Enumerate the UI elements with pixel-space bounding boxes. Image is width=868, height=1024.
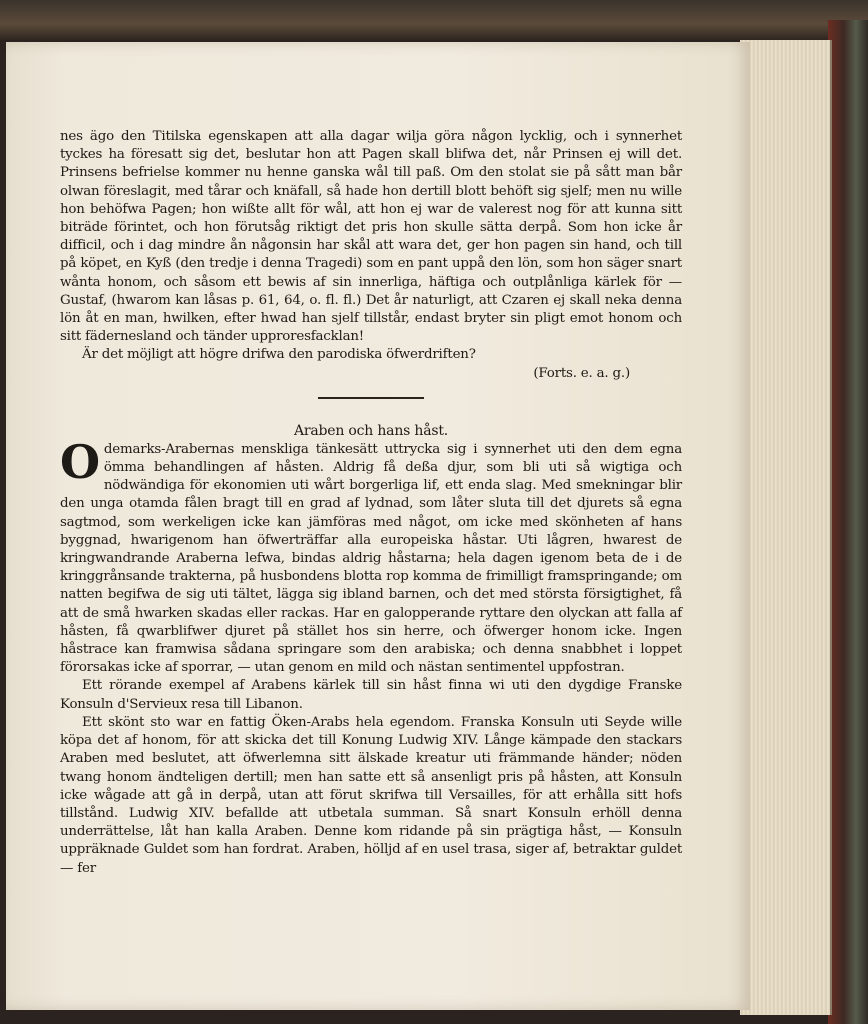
section-divider <box>318 397 424 399</box>
book-cover-top <box>0 0 868 40</box>
article-heading: Araben och hans håst. <box>293 422 449 439</box>
article-paragraph-3: Ett skönt sto war en fattig Öken-Arabs hela egendom. Franska Konsuln uti Seyde wille köpa det af honom, för att skicka det till Konung Ludwig XIV. Långe kämpade den stackars Araben med beslutet, att öfwerlemna sitt älskade kreatur uti främmande händer; nöden twang honom ändteligen dertill; men han satte ett så ansenligt pris på håsten, att Konsuln icke wågade att gå in derpå, utan att förut skrifwa till Versailles, för att erhålla sitt hofs tillstånd. Ludwig XIV. befallde att utbetala summan. Så snart Konsuln erhöll denna underrättelse, låt han kalla Araben. Denne kom ridande på sin prägtiga håst, — Konsuln uppräknade Guldet som han fordrat. Araben, hölljd af en usel trasa, siger af, betraktar guldet — fer <box>60 714 682 876</box>
article-paragraph-2: Ett rörande exempel af Arabens kärlek till sin håst finna wi uti den dygdige Franske Konsuln d'Servieux resa till Libanon. <box>60 678 682 712</box>
page-edges <box>740 40 832 1015</box>
drop-cap: O <box>60 434 100 489</box>
continuation-signature: (Forts. e. a. g.) <box>533 365 630 381</box>
page-text <box>60 128 682 878</box>
article-paragraph-1 <box>60 434 682 678</box>
article-paragraph-1-text: demarks-Arabernas menskliga tänkesätt uttrycka sig i synnerhet uti den dem egna ömma behandlingen af håsten. Aldrig få deßa djur, som bli uti så wigtiga och nödwändiga för ekonomien uti wårt borgerliga lif, ett enda slag. Med smekningar blir den unga otamda fålen bragt till en grad af lydnad, som låter sluta till det djurets så egna sagtmod, som werkeligen icke kan jämföras med något, om icke med skönheten af hans byggnad, hwarigenom han öfwerträffar alla europeiska håstar. Uti lågren, hwarest de kringwandrande Araberna lefwa, bindas aldrig håstarna; hela dagen igenom beta de i de kringgrånsande trakterna, på husbondens blotta rop komma de frimilligt framspringande; om natten begifwa de sig uti tältet, lägga sig ibland barnen, och det med största försigtighet, få att de små hwarken skadas eller rackas. Har en galopperande ryttare den olyckan att falla af håsten, få qwarblifwer djuret på stället hos sin herre, och öfwerger honom icke. Ingen håstrace kan framwisa sådana springare som den arabiska; och denna snabbhet i loppet förorsakas icke af sporrar, — utan genom en mild och nästan sentimentel uppfostran. <box>60 441 682 676</box>
continued-paragraph: nes ägo den Titilska egenskapen att alla dagar wilja göra någon lycklig, och i synnerhet tyckes ha föresatt sig det, beslutar hon att Pagen skall blifwa det, når Prinsen ej will det. Prinsens befrielse kommer nu henne ganska wål till paß. Om den stolat sie på sått man bår olwan föreslagit, med tårar och knäfall, så hade hon dertill blott behöft sig sjelf; men nu wille hon behöfwa Pagen; hon wißte allt för wål, att hon ej war de valerest nog för att kunna sitt biträde förintet, och hon förutsåg riktigt det pris hon skulle sätta derpå. Som hon icke år difficil, och i dag mindre ån någonsin har skål att wara det, ger hon pagen sin hand, och till på köpet, en Kyß (den tredje i denna Tragedi) som en pant uppå den lön, som hon säger snart wånta honom, och såsom ett bewis af sin innerliga, häftiga och outplånliga kärlek för — Gustaf, (hwarom kan låsas p. 61, 64, o. fl. fl.) Det år naturligt, att Czaren ej skall neka denna lön åt en man, hwilken, efter hwad han sjelf tillstår, endast bryter sin pligt emot honom och sitt fädernesland och tänder upproresfacklan! <box>60 129 682 345</box>
book-cover-spine <box>828 20 868 1024</box>
book-page <box>6 42 750 1010</box>
question-line: Är det möjligt att högre drifwa den parodiska öfwerdriften? <box>82 347 476 363</box>
